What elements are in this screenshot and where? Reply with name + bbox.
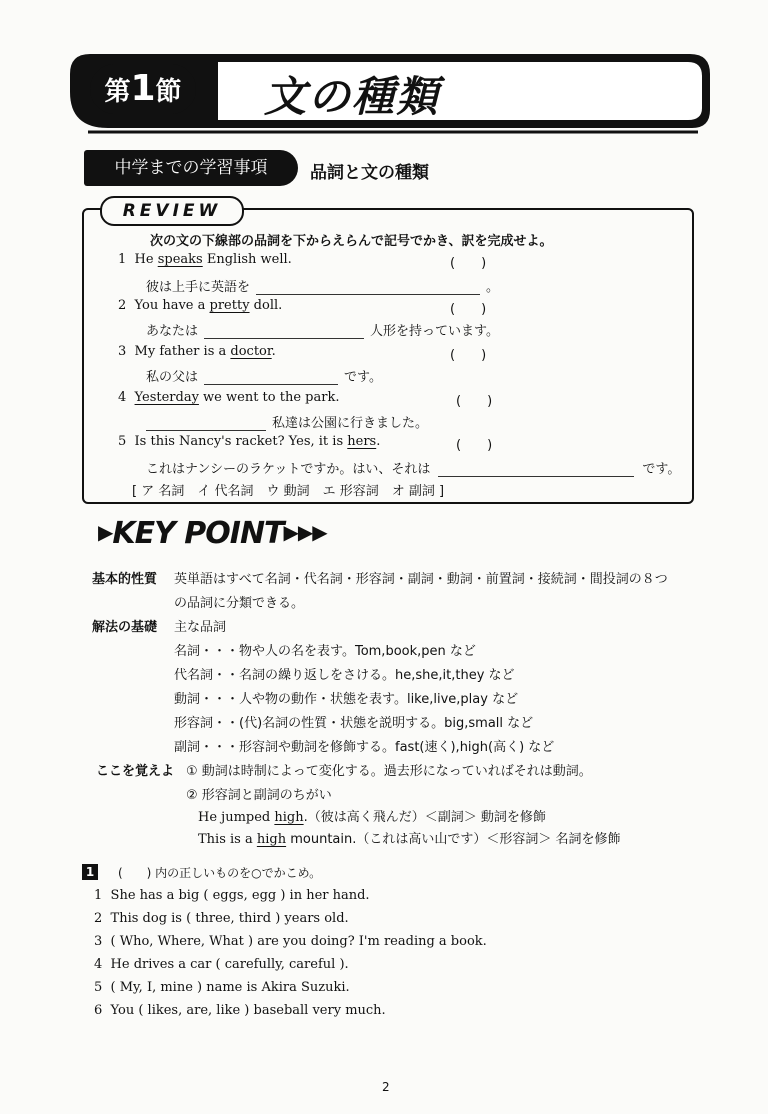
method-intro: 主な品詞 xyxy=(174,620,227,635)
subheader-tag: 中学までの学習事項 xyxy=(84,150,298,186)
ex-item-num: 2 xyxy=(94,911,103,926)
review-item-1-jp xyxy=(146,276,499,295)
section-number-badge xyxy=(90,64,196,114)
en-underlined: doctor xyxy=(230,344,272,359)
exercise-item-1 xyxy=(94,888,370,903)
answer-paren-5[interactable]: ( ) xyxy=(456,438,493,453)
review-item-4-en xyxy=(118,390,339,405)
ex-item-num: 5 xyxy=(94,980,103,995)
en-post: . xyxy=(376,434,381,449)
review-item-5-jp xyxy=(146,458,680,477)
pos-pronoun: 代名詞・・名詞の繰り返しをさける。he,she,it,they など xyxy=(174,668,515,683)
jp-post: 。 xyxy=(486,280,500,295)
basic-label: 基本的性質 xyxy=(92,572,158,587)
ex-item-text[interactable]: He drives a car ( carefully, careful ). xyxy=(110,957,349,972)
review-label: REVIEW xyxy=(100,196,244,226)
answer-paren-3[interactable]: ( ) xyxy=(450,348,487,363)
jp-pre: 私の父は xyxy=(146,370,199,385)
section-prefix: 第 xyxy=(104,77,131,107)
en-underlined: speaks xyxy=(157,252,203,267)
review-item-2-jp xyxy=(146,320,499,339)
ex-item-num: 1 xyxy=(94,888,103,903)
answer-blank-5[interactable] xyxy=(438,462,634,477)
review-item-2-en xyxy=(118,298,282,313)
item-num: 5 xyxy=(118,434,127,449)
ex-item-text[interactable]: This dog is ( three, third ) years old. xyxy=(110,911,349,926)
keypoint-text: KEY POINT xyxy=(112,516,284,551)
section-title: 文の種類 xyxy=(264,72,441,121)
en-pre: My father is a xyxy=(134,344,231,359)
jp-pre: 彼は上手に英語を xyxy=(146,280,251,295)
ex-item-text[interactable]: ( My, I, mine ) name is Akira Suzuki. xyxy=(110,980,350,995)
jp-post: です。 xyxy=(344,370,382,385)
keypoint-title xyxy=(98,516,327,551)
exercise-item-3 xyxy=(94,934,487,949)
page-number: 2 xyxy=(382,1080,390,1094)
answer-blank-1[interactable] xyxy=(256,280,480,295)
review-item-4-jp xyxy=(146,412,428,431)
keypoint-marker: ▶ xyxy=(98,520,113,544)
basic-line-1: 英単語はすべて名詞・代名詞・形容詞・副詞・動詞・前置詞・接続詞・間投詞の８つ xyxy=(174,572,668,587)
example-adverb xyxy=(198,806,546,825)
section-number: 1 xyxy=(130,68,156,109)
ex-item-text[interactable]: She has a big ( eggs, egg ) in her hand. xyxy=(110,888,370,903)
review-item-3-jp xyxy=(146,366,382,385)
jp-post: 私達は公園に行きました。 xyxy=(272,416,429,431)
example-adjective xyxy=(198,828,621,847)
exercise-item-6 xyxy=(94,1003,386,1018)
remember-label: ここを覚えよ xyxy=(96,764,175,779)
en-post: doll. xyxy=(249,298,283,313)
pos-verb: 動詞・・・人や物の動作・状態を表す。like,live,play など xyxy=(174,692,519,707)
review-instruction: 次の文の下線部の品詞を下からえらんで記号でかき、訳を完成せよ。 xyxy=(150,234,553,249)
item-num: 1 xyxy=(118,252,127,267)
exercise-item-2 xyxy=(94,911,349,926)
method-label: 解法の基礎 xyxy=(92,620,158,635)
exercise-item-4 xyxy=(94,957,349,972)
item-num: 3 xyxy=(118,344,127,359)
subheader-title: 品詞と文の種類 xyxy=(310,163,429,183)
ex-underlined: high xyxy=(274,810,304,825)
jp-pre: これはナンシーのラケットですか。はい、それは xyxy=(146,462,431,477)
ex-item-text[interactable]: You ( likes, are, like ) baseball very much. xyxy=(110,1003,386,1018)
exercise-item-5 xyxy=(94,980,350,995)
exercise-instruction: ( ) 内の正しいものを○でかこめ。 xyxy=(118,866,322,880)
ex-post: mountain.（これは高い山です）＜形容詞＞ 名詞を修飾 xyxy=(286,832,621,847)
en-pre: Is this Nancy's racket? Yes, it is xyxy=(134,434,348,449)
ex-pre: He jumped xyxy=(198,810,275,825)
ex-underlined: high xyxy=(256,832,287,847)
pos-adverb: 副詞・・・形容詞や動詞を修飾する。fast(速く),high(高く) など xyxy=(174,740,555,755)
item-num: 2 xyxy=(118,298,127,313)
ex-pre: This is a xyxy=(198,832,257,847)
ex-post: .（彼は高く飛んだ）＜副詞＞ 動詞を修飾 xyxy=(303,810,546,825)
remember-2: ② 形容詞と副詞のちがい xyxy=(186,788,332,803)
exercise-number: 1 xyxy=(82,864,98,880)
en-underlined: Yesterday xyxy=(134,390,199,405)
en-post: English well. xyxy=(202,252,292,267)
keypoint-arrows: ▶▶▶ xyxy=(283,520,327,544)
answer-blank-3[interactable] xyxy=(204,370,338,385)
answer-blank-2[interactable] xyxy=(204,324,364,339)
review-item-5-en xyxy=(118,434,380,449)
en-underlined: pretty xyxy=(209,298,250,313)
review-item-1-en xyxy=(118,252,292,267)
remember-1: ① 動詞は時制によって変化する。過去形になっていればそれは動詞。 xyxy=(186,764,592,779)
item-num: 4 xyxy=(118,390,127,405)
basic-line-2: の品詞に分類できる。 xyxy=(174,596,305,611)
ex-item-text[interactable]: ( Who, Where, What ) are you doing? I'm reading a book. xyxy=(110,934,487,949)
answer-paren-1[interactable]: ( ) xyxy=(450,256,487,271)
jp-post: 人形を持っています。 xyxy=(370,324,499,339)
jp-post: です。 xyxy=(642,462,681,477)
answer-paren-4[interactable]: ( ) xyxy=(456,394,493,409)
section-title-banner xyxy=(68,52,712,140)
ex-item-num: 6 xyxy=(94,1003,103,1018)
answer-blank-4[interactable] xyxy=(146,416,266,431)
en-post: . xyxy=(271,344,276,359)
answer-paren-2[interactable]: ( ) xyxy=(450,302,487,317)
ex-item-num: 4 xyxy=(94,957,103,972)
pos-adjective: 形容詞・・(代)名詞の性質・状態を説明する。big,small など xyxy=(174,716,534,731)
en-pre: He xyxy=(134,252,158,267)
en-post: we went to the park. xyxy=(198,390,340,405)
en-underlined: hers xyxy=(347,434,377,449)
ex-item-num: 3 xyxy=(94,934,103,949)
review-item-3-en xyxy=(118,344,276,359)
pos-noun: 名詞・・・物や人の名を表す。Tom,book,pen など xyxy=(174,644,476,659)
section-suffix: 節 xyxy=(155,77,182,107)
en-pre: You have a xyxy=(134,298,210,313)
review-choices: [ ア 名詞 イ 代名詞 ウ 動詞 エ 形容詞 オ 副詞 ] xyxy=(132,484,445,499)
jp-pre: あなたは xyxy=(146,324,199,339)
